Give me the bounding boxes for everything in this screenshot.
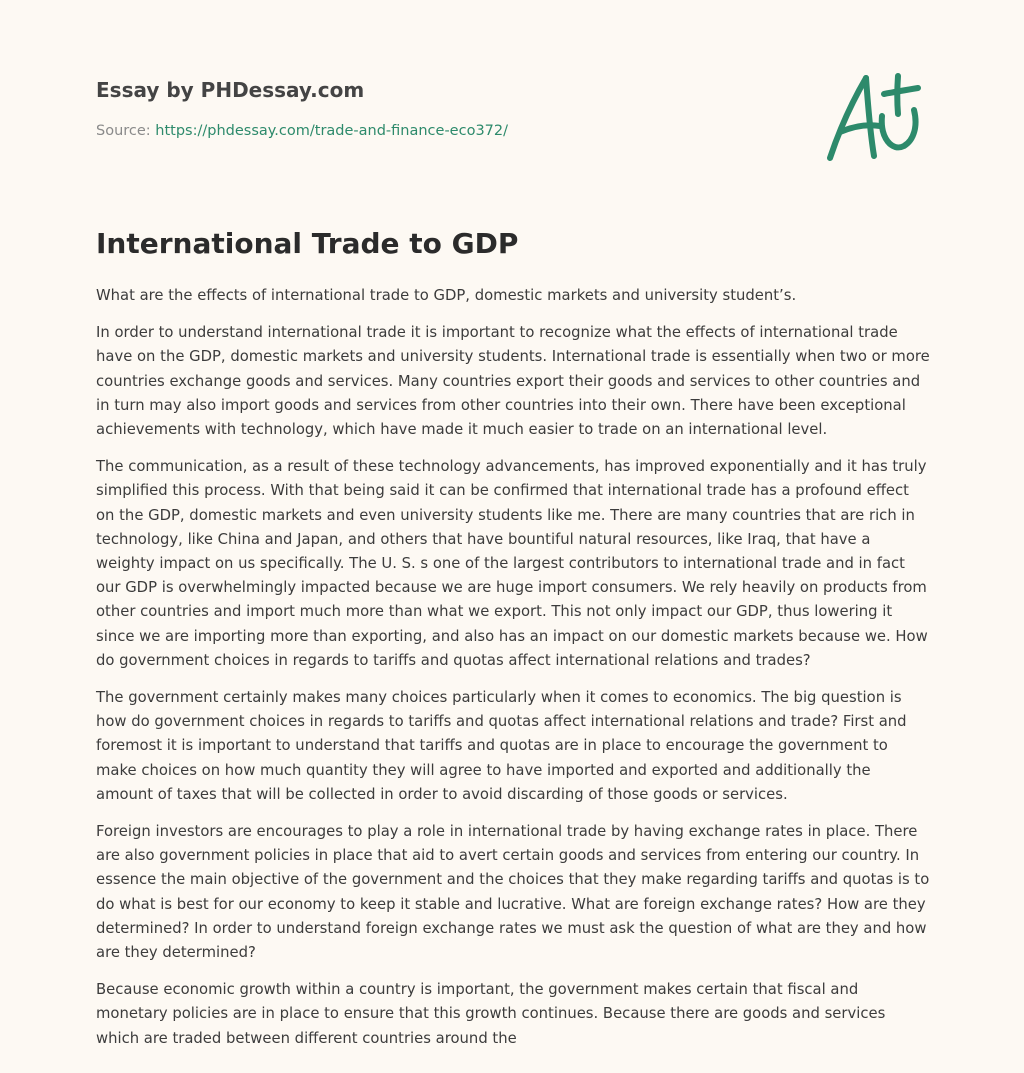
essay-content xyxy=(96,222,932,1064)
essay-paragraph: Because economic growth within a country is important, the government makes certain that fiscal and monetary policies are in place to ensure that this growth continues. Because there are goods and services which are traded between different countries around the xyxy=(96,981,886,1047)
source-label: Source: xyxy=(96,123,156,139)
essay-title: International Trade to GDP xyxy=(96,227,519,260)
essay-paragraph: What are the effects of international trade to GDP, domestic markets and university student’s. xyxy=(96,287,797,304)
essay-paragraph: The communication, as a result of these technology advancements, has improved exponentially and it has truly simplified this process. With that being said it can be confirmed that international trade has a profound effect on the GDP, domestic markets and even university students like me. There are many countries that are rich in technology, like China and Japan, and others that have bountiful natural resources, like Iraq, that have a weighty impact on us specifically. The U. S. s one of the largest contributors to international trade and in fact our GDP is overwhelmingly impacted because we are huge import consumers. We rely heavily on products from other countries and import much more than what we export. This not only impact our GDP, thus lowering it since we are importing more than exporting, and also has an impact on our domestic markets because we. How do government choices in regards to tariffs and quotas affect international relations and trades? xyxy=(96,458,928,669)
source-link[interactable]: https://phdessay.com/trade-and-finance-eco372/ xyxy=(155,123,509,139)
essay-paragraph: In order to understand international trade it is important to recognize what the effects of international trade have on the GDP, domestic markets and university students. International trade is essentially when two or more countries exchange goods and services. Many countries export their goods and services to other countries and in turn may also import goods and services from other countries into their own. There have been exceptional achievements with technology, which have made it much easier to trade on an international level. xyxy=(96,324,930,439)
header xyxy=(96,76,736,141)
a-plus-logo-icon xyxy=(818,66,930,170)
site-title: Essay by PHDessay.com xyxy=(96,78,365,102)
essay-paragraph: The government certainly makes many choices particularly when it comes to economics. The big question is how do government choices in regards to tariffs and quotas affect international relations and trade? First and foremost it is important to understand that tariffs and quotas are in place to encourage the government to make choices on how much quantity they will agree to have imported and exported and additionally the amount of taxes that will be collected in order to avoid discarding of those goods or services. xyxy=(96,689,907,803)
source-line xyxy=(96,121,736,141)
essay-paragraph: Foreign investors are encourages to play a role in international trade by having exchange rates in place. There are also government policies in place that aid to avert certain goods and services from entering our country. In essence the main objective of the government and the choices that they make regarding tariffs and quotas is to do what is best for our economy to keep it stable and lucrative. What are foreign exchange rates? How are they determined? In order to understand foreign exchange rates we must ask the question of what are they and how are they determined? xyxy=(96,823,930,962)
